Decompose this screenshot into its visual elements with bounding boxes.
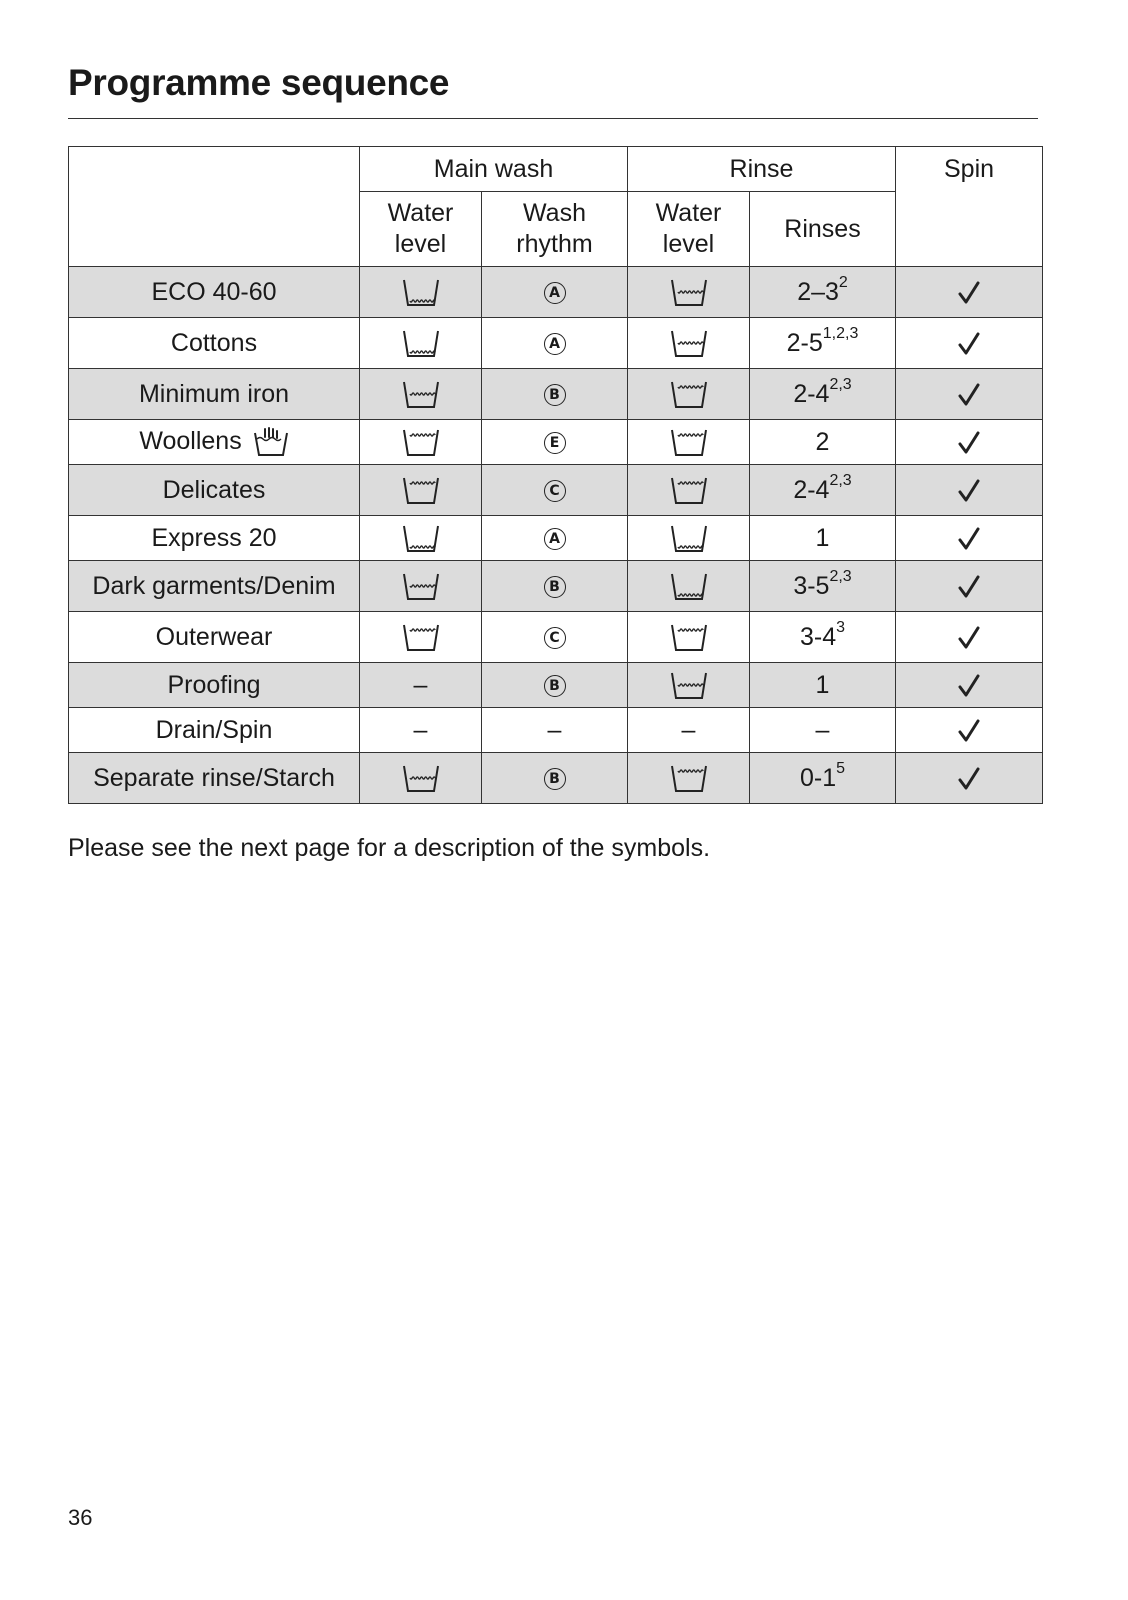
programme-name: Separate rinse/Starch	[69, 753, 360, 804]
wash-rhythm-b-icon: B	[544, 768, 566, 790]
rinse-header: Rinse	[628, 147, 896, 192]
low-water-level-icon	[402, 328, 440, 356]
rinses-count: 2-4$^{2,3}$	[750, 369, 896, 420]
main-water-level: –	[360, 663, 482, 708]
spin-check-icon	[896, 318, 1043, 369]
high-water-level-icon	[670, 427, 708, 455]
footnote-ref: 3	[836, 619, 846, 637]
rinses-header: Rinses	[750, 192, 896, 267]
table-row	[69, 753, 1043, 804]
wash-rhythm	[482, 516, 628, 561]
page-title: Programme sequence	[68, 62, 450, 103]
wash-rhythm	[482, 753, 628, 804]
high-water-level-icon	[402, 427, 440, 455]
rinse-water-level-header: Water level	[628, 192, 750, 267]
wash-rhythm	[482, 267, 628, 318]
wash-rhythm	[482, 420, 628, 465]
programme-name: Dark garments/Denim	[69, 561, 360, 612]
medium-water-level-icon	[670, 277, 708, 305]
rinse-water-level	[628, 369, 750, 420]
main-water-level: –	[360, 708, 482, 753]
table-row	[69, 561, 1043, 612]
title-divider	[68, 118, 1038, 119]
table-row	[69, 465, 1043, 516]
wash-rhythm	[482, 561, 628, 612]
spin-check-icon	[896, 465, 1043, 516]
rinses-count: 1	[750, 516, 896, 561]
footnote-ref: 2,3	[829, 376, 852, 394]
rinses-count: 2-4$^{2,3}$	[750, 465, 896, 516]
table-row	[69, 516, 1043, 561]
spin-check-icon	[896, 663, 1043, 708]
wash-rhythm-a-icon: A	[544, 282, 566, 304]
wash-rhythm-e-icon: E	[544, 432, 566, 454]
spin-check-icon	[896, 369, 1043, 420]
rinse-water-level	[628, 267, 750, 318]
programme-name: Delicates	[69, 465, 360, 516]
main-water-level	[360, 612, 482, 663]
wash-rhythm-b-icon: B	[544, 675, 566, 697]
main-water-level	[360, 516, 482, 561]
high-water-level-icon	[670, 763, 708, 791]
medium-water-level-icon	[670, 670, 708, 698]
table-row	[69, 612, 1043, 663]
rinses-count: 1	[750, 663, 896, 708]
programme-name: Outerwear	[69, 612, 360, 663]
wash-rhythm	[482, 465, 628, 516]
table-row	[69, 369, 1043, 420]
programme-name: Minimum iron	[69, 369, 360, 420]
page-number: 36	[68, 1505, 93, 1530]
wash-rhythm-a-icon: A	[544, 528, 566, 550]
spin-check-icon	[896, 561, 1043, 612]
programme-header-blank	[69, 147, 360, 267]
spin-check-icon	[896, 516, 1043, 561]
low-water-level-icon	[402, 277, 440, 305]
programme-name: Express 20	[69, 516, 360, 561]
medium-water-level-icon	[402, 379, 440, 407]
rinse-water-level	[628, 318, 750, 369]
table-row	[69, 663, 1043, 708]
main-water-level	[360, 318, 482, 369]
rinses-count: $3-4^3$	[750, 612, 896, 663]
wash-rhythm: –	[482, 708, 628, 753]
table-row	[69, 420, 1043, 465]
main-water-level	[360, 561, 482, 612]
wash-rhythm-header: Wash rhythm	[482, 192, 628, 267]
high-water-level-icon	[402, 622, 440, 650]
main-water-level	[360, 267, 482, 318]
high-water-level-icon	[670, 622, 708, 650]
wash-rhythm-c-icon: C	[544, 480, 566, 502]
low-water-level-icon	[670, 523, 708, 551]
programme-name: ECO 40-60	[69, 267, 360, 318]
high-water-level-icon	[670, 379, 708, 407]
main-water-level-header: Water level	[360, 192, 482, 267]
low-water-level-icon	[402, 523, 440, 551]
rinses-count: $2-3^2$	[750, 267, 896, 318]
hand-wash-icon	[253, 427, 289, 457]
rinse-water-level	[628, 663, 750, 708]
symbols-note: Please see the next page for a description of the symbols.	[68, 834, 711, 862]
wash-rhythm	[482, 369, 628, 420]
wash-rhythm-a-icon: A	[544, 333, 566, 355]
spin-check-icon	[896, 612, 1043, 663]
wash-rhythm	[482, 318, 628, 369]
rinse-water-level	[628, 465, 750, 516]
wash-rhythm-c-icon: C	[544, 627, 566, 649]
high-water-level-icon	[402, 475, 440, 503]
wash-rhythm-b-icon: B	[544, 384, 566, 406]
medium-water-level-icon	[670, 328, 708, 356]
table-row	[69, 318, 1043, 369]
footnote-ref: 2	[838, 274, 848, 292]
footnote-ref: 2,3	[829, 472, 852, 490]
spin-header: Spin	[896, 147, 1043, 267]
rinse-water-level	[628, 420, 750, 465]
main-water-level	[360, 420, 482, 465]
main-water-level	[360, 369, 482, 420]
spin-check-icon	[896, 420, 1043, 465]
rinse-water-level	[628, 516, 750, 561]
programme-name: Drain/Spin	[69, 708, 360, 753]
programme-name: Proofing	[69, 663, 360, 708]
wash-rhythm-b-icon: B	[544, 576, 566, 598]
footnote-ref: 1,2,3	[822, 325, 859, 343]
rinses-count: 3-5$^{2,3}$	[750, 561, 896, 612]
programme-sequence-table	[68, 146, 1043, 804]
main-water-level	[360, 465, 482, 516]
low-water-level-icon	[670, 571, 708, 599]
main-wash-header: Main wash	[360, 147, 628, 192]
high-water-level-icon	[670, 475, 708, 503]
spin-check-icon	[896, 753, 1043, 804]
table-row	[69, 267, 1043, 318]
rinses-count: –	[750, 708, 896, 753]
rinse-water-level	[628, 612, 750, 663]
rinses-count: 2	[750, 420, 896, 465]
spin-check-icon	[896, 708, 1043, 753]
medium-water-level-icon	[402, 763, 440, 791]
rinse-water-level	[628, 753, 750, 804]
footnote-ref: 5	[836, 760, 846, 778]
programme-name: Woollens	[69, 420, 360, 465]
wash-rhythm	[482, 663, 628, 708]
wash-rhythm	[482, 612, 628, 663]
programme-name: Cottons	[69, 318, 360, 369]
rinse-water-level: –	[628, 708, 750, 753]
footnote-ref: 2,3	[829, 568, 852, 586]
rinses-count: $0-1^5$	[750, 753, 896, 804]
medium-water-level-icon	[402, 571, 440, 599]
rinses-count: 2-5$^{1,2,3}$	[750, 318, 896, 369]
spin-check-icon	[896, 267, 1043, 318]
table-row	[69, 708, 1043, 753]
rinse-water-level	[628, 561, 750, 612]
main-water-level	[360, 753, 482, 804]
